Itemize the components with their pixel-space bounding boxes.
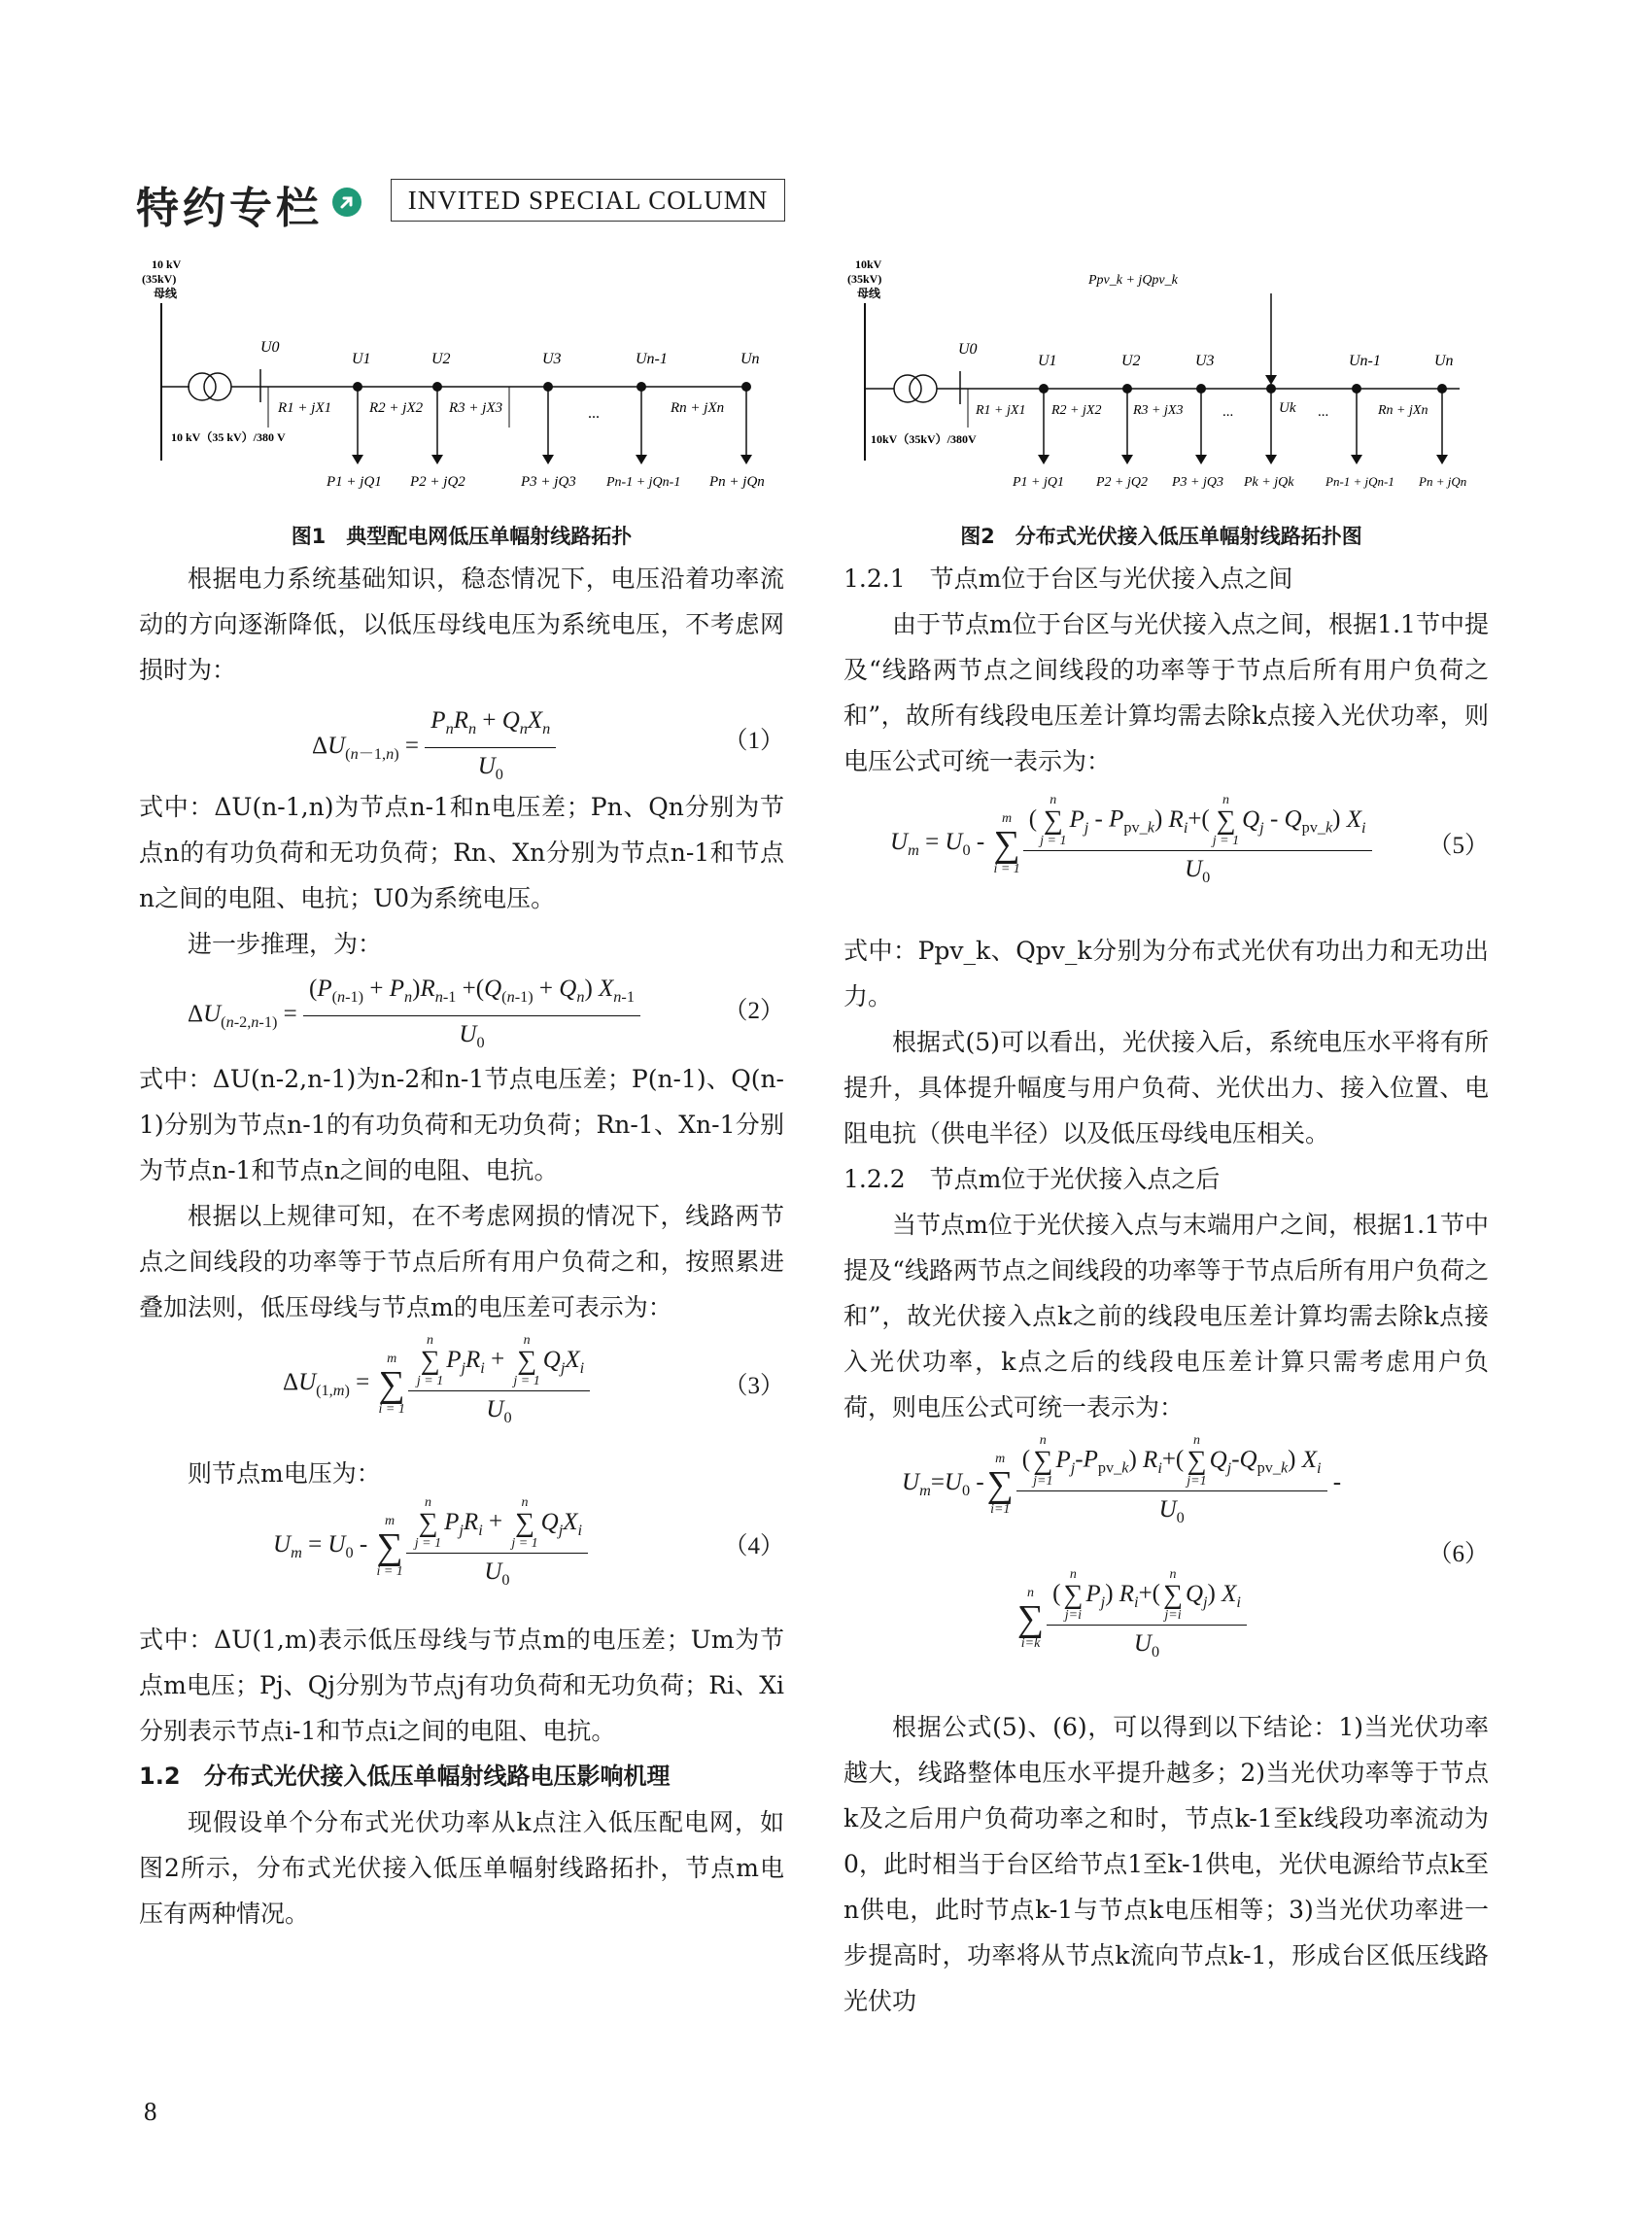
page-number: 8 (144, 2097, 157, 2126)
node-label: U0 (260, 339, 280, 356)
node-label: Uk (1279, 400, 1296, 416)
pv-label: Ppv_k + jQpv_k (1088, 273, 1178, 288)
paragraph: 根据式(5)可以看出，光伏接入后，系统电压水平将有所提升，具体提升幅度与用户负荷、光伏出力、接入位置、电阻电抗（供电半径）以及低压母线电压相关。 (843, 1028, 1489, 1147)
equation-number: （5） (1428, 833, 1489, 859)
figure-2-diagram (845, 255, 1477, 497)
load-label: Pk + jQk (1244, 475, 1294, 490)
node-label: U2 (1121, 353, 1141, 369)
node-label: U1 (352, 351, 371, 367)
figure-1-diagram (136, 255, 787, 497)
figure-1-caption: 图1 典型配电网低压单幅射线路拓扑 (291, 525, 633, 548)
impedance-label: R3 + jX3 (449, 400, 503, 416)
equation-number: （3） (723, 1373, 784, 1399)
load-label: Pn + jQn (1419, 474, 1467, 489)
paragraph: 式中：ΔU(n-2,n-1)为n-2和n-1节点电压差；P(n-1)、Q(n-1)分别为节点n-1的有功负荷和无功负荷；Rn-1、Xn-1分别为节点n-1和节点n之间的电阻、电抗。 (139, 1065, 784, 1184)
right-column (843, 556, 1489, 2024)
node-label: Un (1434, 353, 1454, 369)
node-label: U3 (542, 351, 562, 367)
equation-number: （1） (723, 728, 784, 754)
ellipsis: ... (1222, 404, 1234, 420)
impedance-label: Rn + jXn (1378, 403, 1428, 418)
load-label: P2 + jQ2 (410, 474, 465, 490)
paragraph: 由于节点m位于台区与光伏接入点之间，根据1.1节中提及“线路两节点之间线段的功率等于节点后所有用户负荷之和”，故所有线段电压差计算均需去除k点接入光伏功率，则电压公式可统一表示为： (843, 610, 1489, 775)
node-label: U2 (431, 351, 451, 367)
impedance-label: R3 + jX3 (1133, 403, 1184, 418)
equation-number: （2） (723, 998, 784, 1024)
equation-6: $U_m=U_0$ - m ∑ i=1 ( n ∑ j=1 $P_j-P_{pv\_k}$) $R_i+$( n ∑ j=1 $Q_j-Q_{pv\_k}$) $X_i$ $U_0$ - n ∑ i=k ( n ∑ j=i $P_j$) $R_i+$( n ∑ j=i $Q_j$) $X_i$ $U_0$ （6） (902, 1433, 1489, 1661)
impedance-label: R1 + jX1 (976, 403, 1026, 418)
arrow-circle-icon (332, 188, 361, 217)
figure-2-caption: 图2 分布式光伏接入低压单幅射线路拓扑图 (960, 525, 1362, 548)
paragraph: 则节点m电压为： (188, 1459, 381, 1488)
impedance-label: R2 + jX2 (369, 400, 424, 416)
paragraph: 式中：Ppv_k、Qpv_k分别为分布式光伏有功出力和无功出力。 (843, 937, 1489, 1010)
impedance-label: R1 + jX1 (278, 400, 332, 416)
paragraph: 现假设单个分布式光伏功率从k点注入低压配电网，如图2所示，分布式光伏接入低压单幅射线路拓扑，节点m电压有两种情况。 (139, 1808, 784, 1928)
node-label: Un-1 (1349, 353, 1381, 369)
ellipsis: ... (1318, 404, 1329, 420)
column-name-en: INVITED SPECIAL COLUMN (391, 179, 785, 222)
load-label: P1 + jQ1 (327, 474, 382, 490)
equation-1: $\Delta U_{(n-1,n)}$ = $\frac{P_nR_n + Q_nX_n}{U_0}$ （1） (139, 699, 784, 784)
load-label: Pn-1 + jQn-1 (606, 475, 681, 490)
paragraph: 式中：ΔU(1,m)表示低压母线与节点m的电压差；Um为节点m电压；Pj、Qj分别为节点j有功负荷和无功负荷；Ri、Xi分别表示节点i-1和节点i之间的电阻、电抗。 (139, 1626, 784, 1745)
equation-4: $U_m = U_0$ - m ∑ i = 1 n ∑ j = 1 $P_jR_i$ + n ∑ j = 1 $Q_jX_i$ $U_0$ （4） (273, 1495, 784, 1589)
node-label: U0 (958, 341, 978, 358)
equation-5: $U_m = U_0$ - m ∑ i = 1 ( n ∑ j = 1 $P_j - P_{pv\_k}$) $R_i+$( n ∑ j = 1 $Q_j - Q_{pv\_k}$) $X_i$ $U_0$ （5） (890, 793, 1489, 886)
impedance-label: R2 + jX2 (1051, 403, 1102, 418)
load-label: P3 + jQ3 (521, 474, 576, 490)
paragraph: 根据公式(5)、(6)，可以得到以下结论：1)当光伏功率越大，线路整体电压水平提升越多；2)当光伏功率等于节点k及之后用户负荷功率之和时，节点k-1至k线段功率流动为0，此时相当于台区给节点1至k-1供电，光伏电源给节点k至n供电，此时节点k-1与节点k电压相等；3)当光伏功率进一步提高时，功率将从节点k流向节点k-1，形成台区低压线路光伏功 (843, 1713, 1489, 2015)
load-label: P3 + jQ3 (1172, 475, 1223, 490)
equation-number: （4） (723, 1533, 784, 1559)
subsection-heading: 1.2.2 节点m位于光伏接入点之后 (843, 1165, 1221, 1193)
paragraph: 当节点m位于光伏接入点与末端用户之间，根据1.1节中提及“线路两节点之间线段的功率等于节点后所有用户负荷之和”，故光伏接入点k之前的线段电压差计算均需去除k点接入光伏功率，k点之后的线段电压差计算只需考虑用户负荷，则电压公式可统一表示为： (843, 1211, 1489, 1421)
bus-label: 10 kV (35kV)母线 (142, 257, 182, 300)
equation-number: （6） (1428, 1541, 1489, 1567)
subsection-heading: 1.2.1 节点m位于台区与光伏接入点之间 (843, 565, 1293, 593)
paragraph: 式中：ΔU(n-1,n)为节点n-1和n电压差；Pn、Qn分别为节点n的有功负荷和无功负荷；Rn、Xn分别为节点n-1和节点n之间的电阻、电抗；U0为系统电压。 (139, 793, 784, 912)
paragraph: 根据电力系统基础知识，稳态情况下，电压沿着功率流动的方向逐渐降低，以低压母线电压为系统电压，不考虑网损时为： (139, 565, 784, 684)
node-label: Un-1 (636, 351, 668, 367)
node-label: U1 (1038, 353, 1057, 369)
transformer-label: 10kV（35kV）/380V (871, 432, 977, 446)
load-label: Pn + jQn (709, 474, 765, 490)
ellipsis: ... (588, 405, 600, 422)
left-column (139, 556, 784, 1936)
node-label: Un (740, 351, 760, 367)
load-label: P2 + jQ2 (1096, 475, 1148, 490)
equation-2: $\Delta U_{(n-2,n-1)}$ = $\frac{(P_{(n-1)} + P_n)R_{n-1} +(Q_{(n-1)} + Q_n) X_{n-1}}{U_0}$ （2） (139, 967, 784, 1056)
section-heading: 1.2 分布式光伏接入低压单幅射线路电压影响机理 (139, 1763, 671, 1790)
bus-label: 10kV (35kV)母线 (847, 257, 882, 300)
load-label: Pn-1 + jQn-1 (1325, 474, 1394, 489)
equation-3: $\Delta U_{(1,m)}$ = m ∑ i = 1 n ∑ j = 1 $P_jR_i$ + n ∑ j = 1 $Q_jX_i$ $U_0$ （3） (283, 1333, 784, 1426)
node-label: U3 (1195, 353, 1215, 369)
load-label: P1 + jQ1 (1013, 475, 1064, 490)
paragraph: 进一步推理，为： (188, 930, 383, 958)
transformer-label: 10 kV（35 kV）/380 V (171, 430, 286, 444)
column-title: 特约专栏 (136, 184, 323, 233)
impedance-label: Rn + jXn (671, 400, 725, 416)
paragraph: 根据以上规律可知，在不考虑网损的情况下，线路两节点之间线段的功率等于节点后所有用户负荷之和，按照累进叠加法则，低压母线与节点m的电压差可表示为： (139, 1202, 784, 1321)
